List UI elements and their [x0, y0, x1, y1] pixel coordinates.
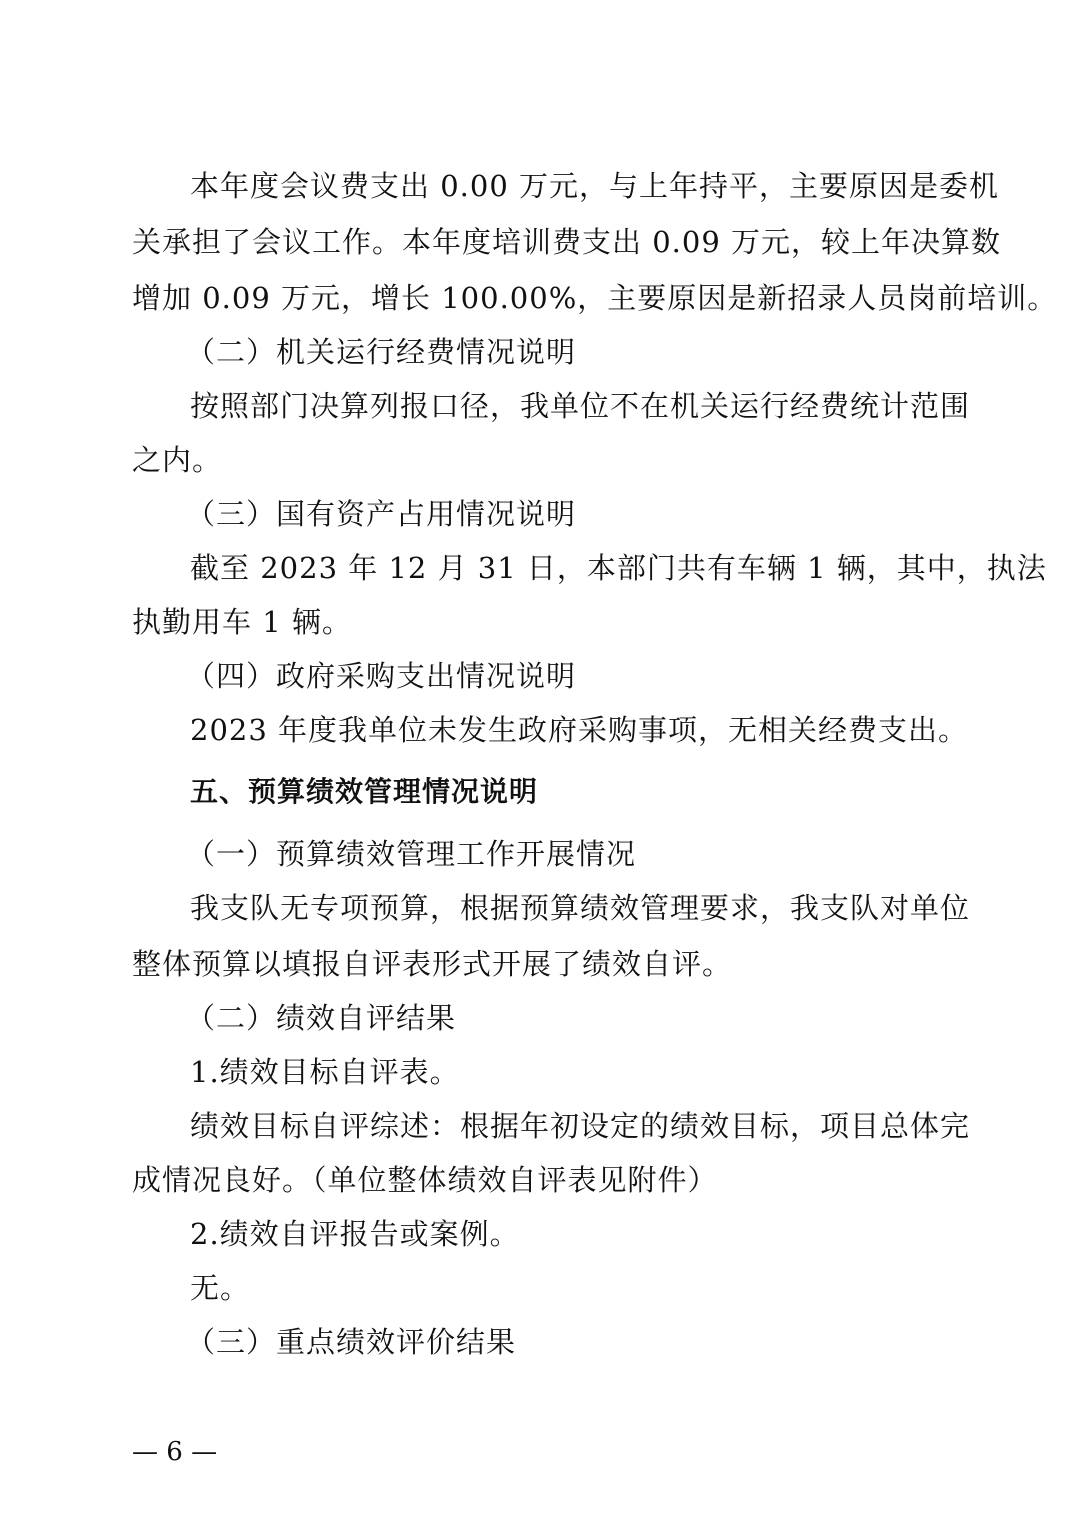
paragraph-line: 本年度会议费支出 0.00 万元，与上年持平，主要原因是委机	[190, 169, 1000, 203]
paragraph-line: 整体预算以填报自评表形式开展了绩效自评。	[132, 947, 733, 981]
paragraph-line: 截至 2023 年 12 月 31 日，本部门共有车辆 1 辆，其中，执法	[190, 551, 1047, 585]
sub-heading: （二）绩效自评结果	[186, 1001, 457, 1035]
section-heading: 五、预算绩效管理情况说明	[190, 775, 539, 808]
paragraph-line: 绩效目标自评综述：根据年初设定的绩效目标，项目总体完	[190, 1109, 971, 1143]
paragraph-line: 2023 年度我单位未发生政府采购事项，无相关经费支出。	[190, 713, 969, 747]
sub-heading: （一）预算绩效管理工作开展情况	[186, 837, 637, 871]
paragraph-line: 之内。	[132, 443, 223, 477]
paragraph-line: 2.绩效自评报告或案例。	[190, 1217, 520, 1251]
paragraph-line: 1.绩效目标自评表。	[190, 1055, 460, 1089]
page-number: — 6 —	[132, 1437, 218, 1467]
sub-heading: （三）国有资产占用情况说明	[186, 497, 577, 531]
paragraph-line: 执勤用车 1 辆。	[132, 605, 352, 639]
paragraph-line: 增加 0.09 万元，增长 100.00%，主要原因是新招录人员岗前培训。	[132, 281, 1058, 315]
sub-heading: （二）机关运行经费情况说明	[186, 335, 577, 369]
paragraph-line: 无。	[190, 1271, 251, 1305]
paragraph-line: 按照部门决算列报口径，我单位不在机关运行经费统计范围	[190, 389, 971, 423]
paragraph-line: 关承担了会议工作。本年度培训费支出 0.09 万元，较上年决算数	[132, 225, 1002, 259]
sub-heading: （三）重点绩效评价结果	[186, 1325, 517, 1359]
paragraph-line: 我支队无专项预算，根据预算绩效管理要求，我支队对单位	[190, 891, 971, 925]
sub-heading: （四）政府采购支出情况说明	[186, 659, 577, 693]
paragraph-line: 成情况良好。（单位整体绩效自评表见附件）	[132, 1163, 718, 1197]
